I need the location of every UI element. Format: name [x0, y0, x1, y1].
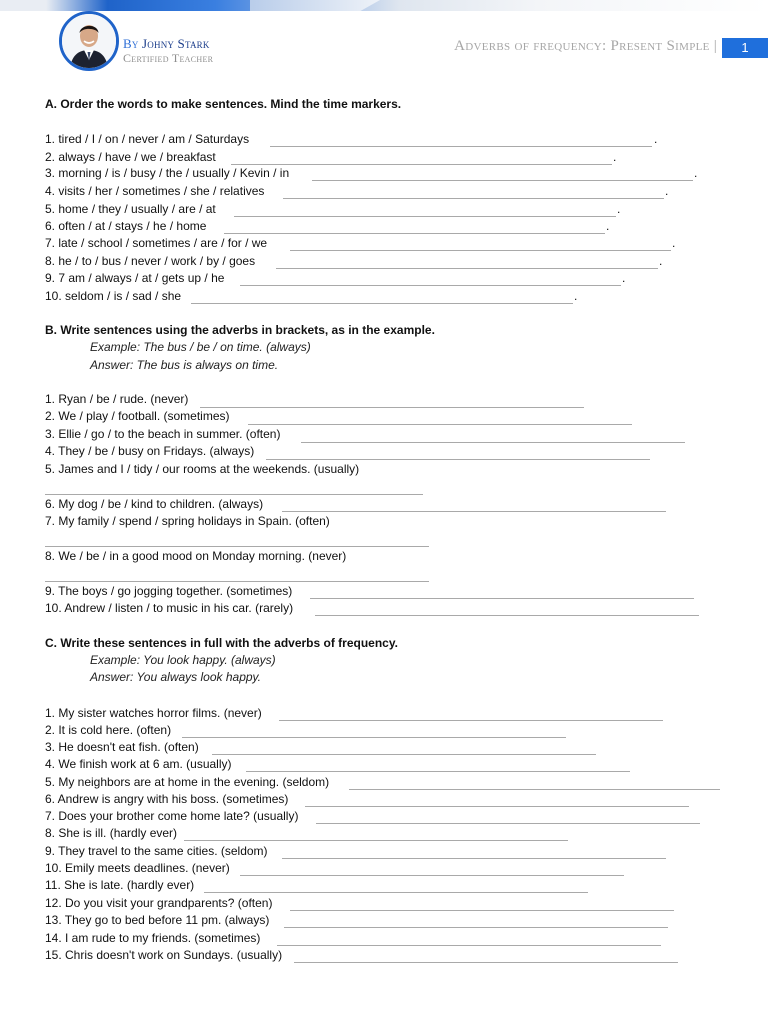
section-c-item: 3. He doesn't eat fish. (often) — [45, 740, 199, 754]
answer-line[interactable] — [279, 720, 663, 721]
section-c-example: Example: You look happy. (always) — [90, 653, 276, 667]
section-b-example: Example: The bus / be / on time. (always) — [90, 340, 311, 354]
answer-line[interactable] — [282, 858, 666, 859]
header-band-tab — [250, 0, 380, 11]
line-end-dot: . — [672, 236, 676, 250]
section-c-item: 5. My neighbors are at home in the evening. (seldom) — [45, 775, 330, 789]
section-c-item: 7. Does your brother come home late? (usually) — [45, 809, 299, 823]
answer-line[interactable] — [277, 945, 661, 946]
section-c-item: 1. My sister watches horror films. (never) — [45, 706, 262, 720]
answer-line[interactable] — [312, 180, 693, 181]
section-a-item: 6. often / at / stays / he / home — [45, 219, 207, 233]
answer-line[interactable] — [294, 962, 678, 963]
section-b-item: 3. Ellie / go / to the beach in summer. (often) — [45, 427, 281, 441]
section-c-item: 4. We finish work at 6 am. (usually) — [45, 757, 232, 771]
section-b-answer: Answer: The bus is always on time. — [90, 358, 279, 372]
answer-line[interactable] — [45, 494, 423, 495]
line-end-dot: . — [659, 254, 663, 268]
section-a-item: 10. seldom / is / sad / she — [45, 289, 182, 303]
section-c-item: 2. It is cold here. (often) — [45, 723, 172, 737]
answer-line[interactable] — [234, 216, 616, 217]
section-c-answer: Answer: You always look happy. — [90, 670, 261, 684]
answer-line[interactable] — [270, 146, 652, 147]
section-c-item: 9. They travel to the same cities. (seldom) — [45, 844, 268, 858]
line-end-dot: . — [574, 289, 578, 303]
section-a-item: 2. always / have / we / breakfast — [45, 150, 216, 164]
section-b-item: 8. We / be / in a good mood on Monday morning. (never) — [45, 549, 347, 563]
answer-line[interactable] — [305, 806, 689, 807]
section-a-item: 1. tired / I / on / never / am / Saturdays — [45, 132, 250, 146]
section-a-item: 8. he / to / bus / never / work / by / goes — [45, 254, 256, 268]
answer-line[interactable] — [282, 511, 666, 512]
section-b-item: 9. The boys / go jogging together. (sometimes) — [45, 584, 293, 598]
author-name-text: Johny Stark — [142, 36, 210, 51]
section-c-item: 6. Andrew is angry with his boss. (sometimes) — [45, 792, 289, 806]
answer-line[interactable] — [315, 615, 699, 616]
section-b-item: 5. James and I / tidy / our rooms at the weekends. (usually) — [45, 462, 360, 476]
author-portrait-icon — [62, 14, 116, 68]
answer-line[interactable] — [200, 407, 584, 408]
section-c-item: 13. They go to bed before 11 pm. (always) — [45, 913, 270, 927]
section-b-item: 4. They / be / busy on Fridays. (always) — [45, 444, 255, 458]
answer-line[interactable] — [246, 771, 630, 772]
section-a-item: 9. 7 am / always / at / gets up / he — [45, 271, 225, 285]
section-a-item: 3. morning / is / busy / the / usually / Kevin / in — [45, 166, 290, 180]
answer-line[interactable] — [290, 910, 674, 911]
section-a-item: 4. visits / her / sometimes / she / relatives — [45, 184, 265, 198]
author-block — [123, 37, 213, 65]
section-b-item: 1. Ryan / be / rude. (never) — [45, 392, 189, 406]
answer-line[interactable] — [182, 737, 566, 738]
line-end-dot: . — [606, 219, 610, 233]
document-title: Adverbs of frequency: Present Simple | — [454, 38, 717, 54]
answer-line[interactable] — [240, 875, 624, 876]
author-name — [123, 37, 213, 51]
line-end-dot: . — [694, 166, 698, 180]
answer-line[interactable] — [248, 424, 632, 425]
answer-line[interactable] — [191, 303, 573, 304]
section-c-item: 8. She is ill. (hardly ever) — [45, 826, 178, 840]
answer-line[interactable] — [204, 892, 588, 893]
answer-line[interactable] — [301, 442, 685, 443]
answer-line[interactable] — [184, 840, 568, 841]
author-by: By — [123, 36, 139, 51]
section-c-heading: C. Write these sentences in full with the adverbs of frequency. — [45, 636, 398, 650]
answer-line[interactable] — [45, 546, 429, 547]
section-b-item: 7. My family / spend / spring holidays in Spain. (often) — [45, 514, 330, 528]
answer-line[interactable] — [276, 268, 658, 269]
line-end-dot: . — [613, 150, 617, 164]
answer-line[interactable] — [310, 598, 694, 599]
line-end-dot: . — [654, 132, 658, 146]
section-c-item: 10. Emily meets deadlines. (never) — [45, 861, 230, 875]
section-c-item: 12. Do you visit your grandparents? (often) — [45, 896, 273, 910]
answer-line[interactable] — [266, 459, 650, 460]
answer-line[interactable] — [284, 927, 668, 928]
section-b-heading: B. Write sentences using the adverbs in brackets, as in the example. — [45, 323, 435, 337]
answer-line[interactable] — [349, 789, 720, 790]
section-c-item: 15. Chris doesn't work on Sundays. (usually) — [45, 948, 283, 962]
answer-line[interactable] — [224, 233, 605, 234]
author-avatar — [59, 11, 119, 71]
section-b-item: 2. We / play / football. (sometimes) — [45, 409, 230, 423]
answer-line[interactable] — [316, 823, 700, 824]
section-c-item: 14. I am rude to my friends. (sometimes) — [45, 931, 261, 945]
line-end-dot: . — [617, 202, 621, 216]
section-b-item: 6. My dog / be / kind to children. (always) — [45, 497, 264, 511]
section-a-item: 7. late / school / sometimes / are / for / we — [45, 236, 268, 250]
page-number-badge: 1 — [722, 38, 768, 58]
answer-line[interactable] — [45, 581, 429, 582]
answer-line[interactable] — [212, 754, 596, 755]
section-a-item: 5. home / they / usually / are / at — [45, 202, 216, 216]
line-end-dot: . — [622, 271, 626, 285]
header-band — [0, 0, 768, 11]
answer-line[interactable] — [283, 198, 664, 199]
answer-line[interactable] — [240, 285, 621, 286]
line-end-dot: . — [665, 184, 669, 198]
section-c-item: 11. She is late. (hardly ever) — [45, 878, 195, 892]
section-a-heading: A. Order the words to make sentences. Mind the time markers. — [45, 97, 402, 111]
answer-line[interactable] — [290, 250, 671, 251]
section-b-item: 10. Andrew / listen / to music in his car. (rarely) — [45, 601, 294, 615]
author-role: Certified Teacher — [123, 51, 214, 65]
